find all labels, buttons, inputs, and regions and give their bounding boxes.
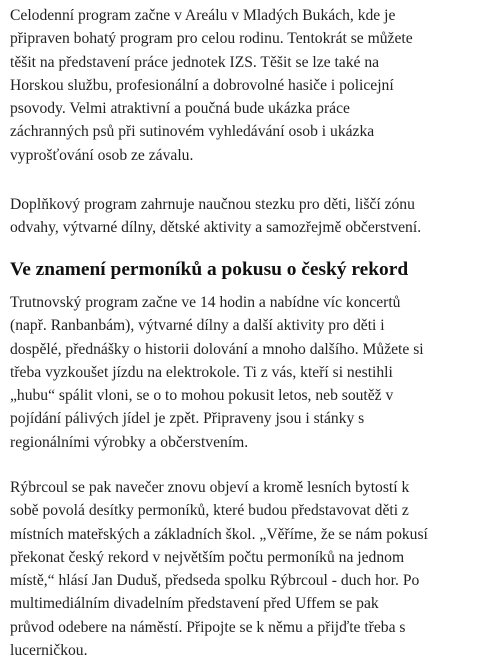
paragraph-line: vyprošťování osob ze závalu. (10, 146, 194, 164)
paragraph-line: místě,“ hlásí Jan Duduš, předseda spolku Rýbrcoul - duch hor. Po (10, 572, 420, 590)
article-paragraph-1 (10, 4, 488, 167)
paragraph-line: Doplňkový program zahrnuje naučnou stezku pro děti, liščí zónu (10, 196, 415, 213)
paragraph-line: třeba vyzkoušet jízdu na elektrokole. Ti z vás, kteří si nestihli (10, 363, 393, 381)
paragraph-line: Celodenní program začne v Areálu v Mladých Bukách, kde je (10, 7, 396, 24)
paragraph-line: psovody. Velmi atraktivní a poučná bude ukázka práce (10, 100, 350, 118)
paragraph-line: odvahy, výtvarné dílny, dětské aktivity a samozřejmě občerstvení. (10, 219, 422, 237)
paragraph-line: dospělé, přednášky o historii dolování a mnoho dalšího. Můžete si (10, 340, 424, 358)
paragraph-line: připraven bohatý program pro celou rodinu. Tentokrát se můžete (10, 30, 413, 48)
paragraph-line: pojídání pálivých jídel je zpět. Připraveny jsou i stánky s (10, 410, 365, 428)
article-paragraph-4 (10, 476, 488, 662)
paragraph-line: „hubu“ spálit vloni, se o to mohou pokusit letos, neb soutěž v (10, 387, 394, 405)
article-paragraph-2 (10, 193, 488, 240)
paragraph-line: sobě povolá desítky permoníků, které budou představovat děti z (10, 502, 409, 520)
paragraph-line: místních mateřských a základních škol. „Věříme, že se nám pokusí (10, 525, 428, 543)
paragraph-line: (např. Ranbanbám), výtvarné dílny a další aktivity pro děti i (10, 317, 385, 335)
paragraph-line: těšit na představení práce jednotek IZS. Těšit se lze také na (10, 53, 380, 71)
paragraph-line: lucerničkou. (10, 642, 88, 660)
paragraph-line: regionálními výrobky a občerstvením. (10, 433, 249, 451)
section-heading: Ve znamení permoníků a pokusu o český rekord (10, 259, 409, 280)
paragraph-line: multimediálním divadelním představení před Uffem se pak (10, 595, 379, 613)
paragraph-line: průvod odebere na náměstí. Připojte se k němu a přijďte třeba s (10, 618, 406, 636)
paragraph-line: Rýbrcoul se pak navečer znovu objeví a kromě lesních bytostí k (10, 479, 410, 496)
article-paragraph-3 (10, 291, 488, 454)
paragraph-line: záchranných psů při sutinovém vyhledávání osob i ukázka (10, 123, 375, 141)
paragraph-line: překonat český rekord v největším počtu permoníků na jednom (10, 548, 405, 566)
paragraph-line: Horskou službu, profesionální a dobrovolné hasiče i policejní (10, 76, 394, 94)
paragraph-line: Trutnovský program začne ve 14 hodin a nabídne víc koncertů (10, 294, 401, 311)
